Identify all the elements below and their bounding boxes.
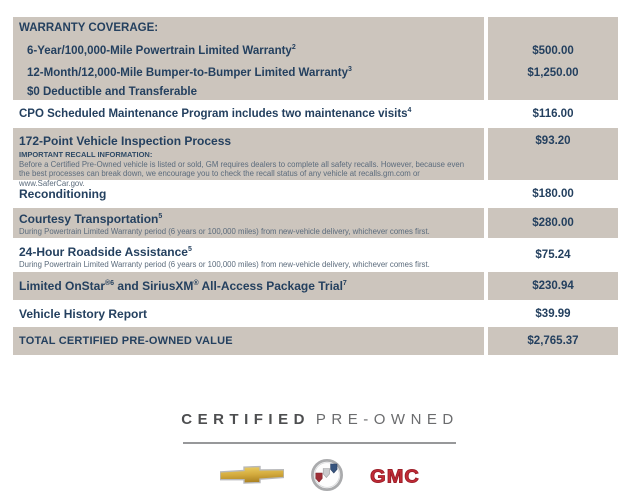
row-subtitle: During Powertrain Limited Warranty period (6 years or 100,000 miles) from new-vehicle delivery, whichever comes first. [19, 260, 430, 269]
row-label-cell [13, 180, 484, 208]
roadside-assistance-row [13, 238, 618, 272]
row-subtitle: During Powertrain Limited Warranty period (6 years or 100,000 miles) from new-vehicle delivery, whichever comes first. [19, 227, 430, 236]
row-label-cell [13, 208, 484, 238]
row-label: Vehicle History Report [19, 306, 148, 321]
row-label: 24-Hour Roadside Assistance$^5$ [19, 245, 192, 259]
row-label-cell [13, 62, 484, 84]
footnote-marker: 7 [342, 280, 347, 287]
row-label-cell [13, 128, 484, 188]
row-price: $180.00 [532, 188, 574, 200]
brand-logos [0, 459, 640, 495]
row-label-cell [13, 300, 484, 327]
row-label: 172-Point Vehicle Inspection Process [19, 134, 232, 148]
total-value-row [13, 327, 618, 355]
row-price: $230.94 [488, 272, 618, 300]
courtesy-transportation-row [13, 208, 618, 238]
row-price [488, 84, 618, 100]
recall-note-title: IMPORTANT RECALL INFORMATION: [19, 150, 153, 159]
footnote-marker: 5 [187, 246, 192, 253]
row-label-cell [13, 327, 484, 355]
warranty-item-row [13, 62, 618, 84]
row-price: $39.99 [535, 307, 571, 320]
vehicle-history-row [13, 300, 618, 327]
inspection-row [13, 128, 618, 188]
row-price [488, 17, 618, 40]
onstar-siriusxm-row [13, 272, 618, 300]
warranty-section-title: WARRANTY COVERAGE: [19, 22, 159, 34]
row-label-cell [13, 84, 484, 100]
footnote-marker: ®6 [105, 280, 115, 287]
row-label: 12-Month/12,000-Mile Bumper-to-Bumper Limited Warranty$^3$ [27, 65, 352, 79]
row-label: Limited OnStar$^{®6}$ and SiriusXM® All-Access Package Trial$^7$ [19, 279, 347, 293]
total-price: $2,765.37 [488, 327, 618, 355]
warranty-header-row [13, 17, 618, 40]
warranty-section-title-cell [13, 17, 484, 40]
row-label: CPO Scheduled Maintenance Program includes two maintenance visits$^4$ [19, 106, 412, 120]
gmc-logo-icon: GMC [370, 466, 420, 487]
chevrolet-bowtie-icon [220, 466, 284, 489]
row-price: $280.00 [488, 208, 618, 238]
row-label-cell [13, 100, 484, 128]
cpo-value-table [13, 17, 618, 355]
total-label: TOTAL CERTIFIED PRE-OWNED VALUE [19, 335, 233, 347]
row-label-cell [13, 238, 484, 272]
row-label-cell [13, 272, 484, 300]
footnote-marker: 2 [291, 43, 296, 51]
row-price: $1,250.00 [488, 62, 618, 84]
certified-word: CERTIFIED [181, 411, 310, 428]
row-price: $500.00 [488, 40, 618, 62]
buick-trishield-icon [310, 458, 344, 497]
certified-preowned-title [0, 411, 640, 428]
reconditioning-row [13, 180, 618, 208]
footnote-marker: 3 [347, 65, 352, 73]
row-label: 6-Year/100,000-Mile Powertrain Limited Warranty$^2$ [27, 43, 296, 57]
row-label: Courtesy Transportation$^5$ [19, 212, 163, 226]
registered-mark: ® [193, 280, 199, 287]
row-price: $116.00 [532, 108, 574, 120]
cpo-maintenance-row [13, 100, 618, 128]
footnote-marker: 5 [158, 213, 163, 220]
row-label: $0 Deductible and Transferable [27, 85, 198, 98]
row-label: Reconditioning [19, 187, 107, 201]
row-price: $75.24 [535, 249, 571, 261]
recall-note-body: Before a Certified Pre-Owned vehicle is listed or sold, GM requires dealers to complete all safety recalls. However, because even the best processes can break down, we encourage you to check the recall status of any vehicle at recalls.gm.com or www.SaferCar.gov. [19, 160, 465, 188]
row-label-cell [13, 40, 484, 62]
row-price: $93.20 [488, 128, 618, 180]
warranty-item-row [13, 40, 618, 62]
footer-divider-line [183, 442, 456, 444]
preowned-word: PRE-OWNED [315, 411, 459, 428]
footnote-marker: 4 [407, 106, 412, 114]
warranty-item-row [13, 84, 618, 100]
